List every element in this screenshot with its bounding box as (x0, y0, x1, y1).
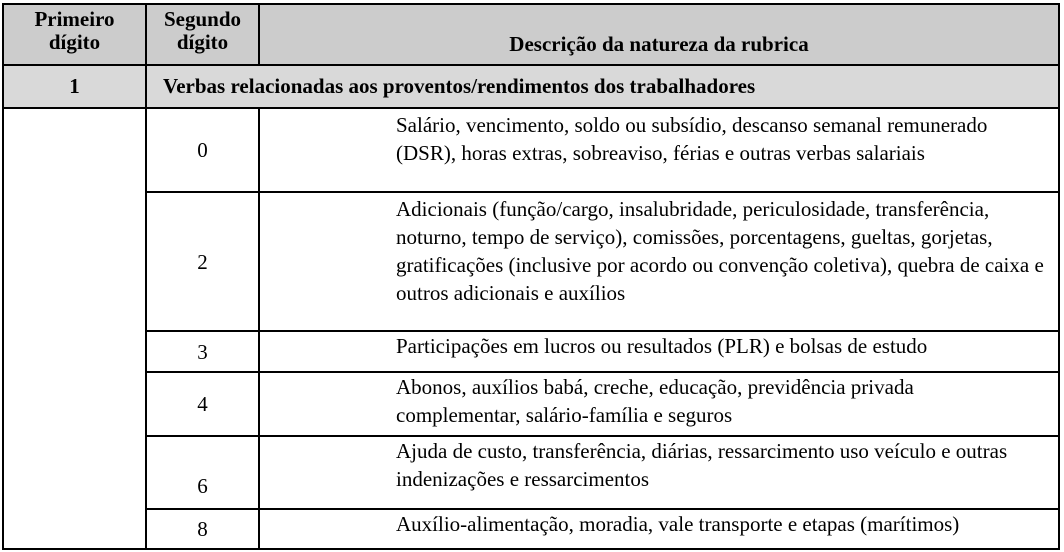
group-first-digit: 1 (3, 65, 146, 107)
description-line: noturno, tempo de serviço), comissões, porcentagens, gueltas, gorjetas, (396, 225, 993, 250)
table-row (3, 509, 1059, 549)
group-row (3, 65, 1059, 107)
description-line: outros adicionais e auxílios (396, 281, 626, 306)
description-line: Adicionais (função/cargo, insalubridade, periculosidade, transferência, (396, 197, 990, 222)
table-row (3, 192, 1059, 331)
header-col2-line2: dígito (176, 30, 229, 54)
second-digit-cell: 3 (146, 331, 259, 371)
header-descricao: Descrição da natureza da rubrica (259, 4, 1059, 65)
second-digit-cell: 4 (146, 372, 259, 436)
description-cell (259, 192, 1059, 331)
description-line: (DSR), horas extras, sobreaviso, férias e outras verbas salariais (396, 140, 925, 165)
header-row (3, 4, 1059, 65)
second-digit-cell: 6 (146, 436, 259, 509)
table-row (3, 436, 1059, 509)
description-cell (259, 372, 1059, 436)
description-cell (259, 108, 1059, 193)
rubrica-table (2, 3, 1060, 550)
header-segundo-digito (146, 4, 259, 65)
description-line: Ajuda de custo, transferência, diárias, ressarcimento uso veículo e outras (396, 439, 1008, 464)
description-line: complementar, salário-família e seguros (396, 402, 733, 427)
table-row (3, 331, 1059, 371)
second-digit-cell: 0 (146, 108, 259, 193)
description-line: indenizações e ressarcimentos (396, 467, 650, 492)
table-row (3, 108, 1059, 193)
description-line: Auxílio-alimentação, moradia, vale transporte e etapas (marítimos) (396, 511, 960, 536)
table-row (3, 372, 1059, 436)
description-line: gratificações (inclusive por acordo ou convenção coletiva), quebra de caixa e (396, 253, 1044, 278)
description-line: Abonos, auxílios babá, creche, educação, previdência privada (396, 374, 914, 399)
description-line: Participações em lucros ou resultados (PLR) e bolsas de estudo (396, 334, 928, 359)
header-primeiro-digito (3, 4, 146, 65)
first-digit-blank-cell (3, 108, 146, 549)
second-digit-cell: 2 (146, 192, 259, 331)
description-cell (259, 331, 1059, 371)
description-line: Salário, vencimento, soldo ou subsídio, descanso semanal remunerado (396, 112, 988, 137)
header-col1-line1: Primeiro (34, 7, 115, 31)
group-title: Verbas relacionadas aos proventos/rendimentos dos trabalhadores (146, 65, 1059, 107)
description-cell (259, 436, 1059, 509)
header-col1-line2: dígito (48, 30, 101, 54)
description-cell (259, 509, 1059, 549)
header-col2-line1: Segundo (163, 7, 242, 31)
second-digit-cell: 8 (146, 509, 259, 549)
